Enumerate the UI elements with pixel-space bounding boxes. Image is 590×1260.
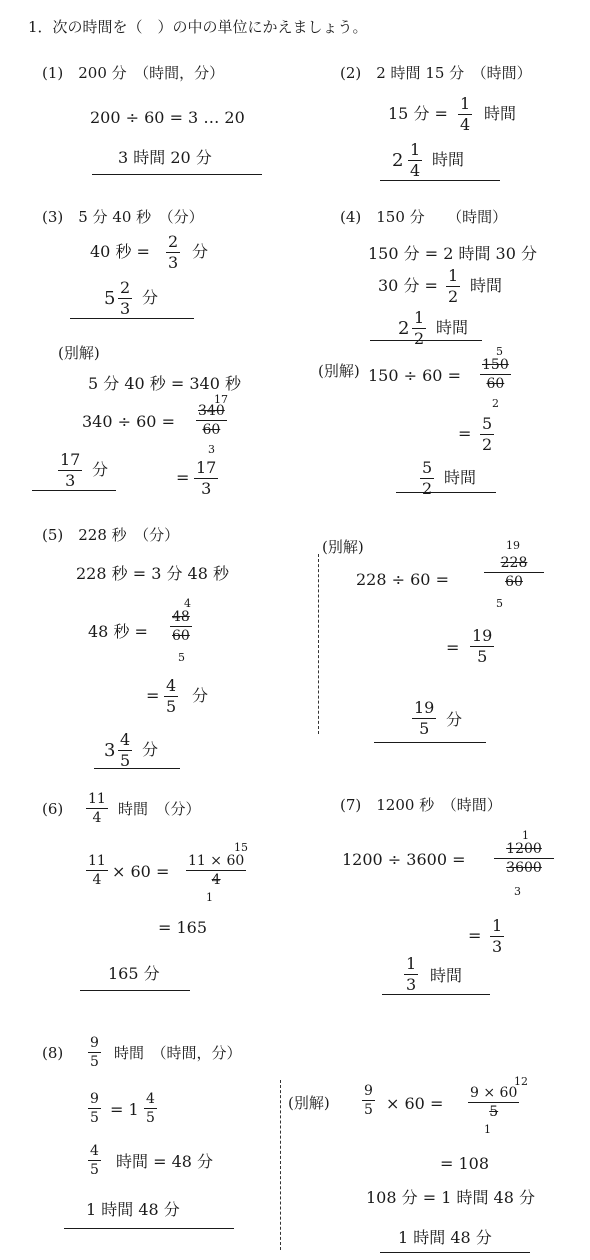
equals-sign: = — [458, 424, 472, 443]
dashed-divider — [318, 554, 319, 734]
alt-solution-label: (別解) — [58, 344, 100, 362]
problem-6-label: (6) — [42, 800, 64, 818]
answer-underline — [374, 742, 486, 743]
result-line: = 108 — [440, 1154, 490, 1173]
answer-underline — [64, 1228, 234, 1229]
result-fraction: 19 5 — [472, 626, 493, 666]
problem-3-lhs: 40 秒 = — [90, 242, 150, 261]
equals-sign: = — [468, 926, 482, 945]
result-line: = 165 — [158, 918, 208, 937]
answer-unit: 時間 — [444, 468, 477, 487]
answer-unit: 分 — [446, 710, 463, 729]
fraction: 1 4 — [460, 94, 471, 134]
dashed-divider — [280, 1080, 281, 1250]
answer-unit: 分 — [142, 740, 159, 759]
cancel-fraction: 340 60 — [198, 403, 225, 438]
conversion-line: 108 分 = 1 時間 48 分 — [366, 1188, 536, 1207]
answer-fraction: 4 5 — [120, 730, 131, 770]
fraction: 11 4 — [88, 853, 106, 888]
answer-underline — [94, 768, 180, 769]
cancel-result: 1 — [522, 829, 529, 842]
result-fraction: 1 3 — [492, 916, 503, 956]
answer-whole: 2 — [398, 318, 410, 339]
fraction: 9 5 — [364, 1083, 373, 1118]
problem-6-answer: 165 分 — [108, 964, 160, 983]
answer-underline — [380, 180, 500, 181]
cancel-result: 2 — [492, 397, 499, 410]
multiply-expression: × 60 = — [386, 1094, 444, 1113]
problem-3-header: (3) 5 分 40 秒 （分） — [42, 208, 204, 226]
alt-line-1: 5 分 40 秒 = 340 秒 — [88, 374, 242, 393]
answer-unit: 時間 — [430, 966, 463, 985]
cancel-result: 5 — [178, 651, 185, 664]
answer-fraction: 5 2 — [422, 458, 433, 498]
problem-1-answer: 3 時間 20 分 — [118, 148, 212, 167]
result-fraction: 4 5 — [166, 676, 177, 716]
cancel-fraction: 11 × 60 4 — [188, 853, 245, 888]
answer-underline — [396, 492, 496, 493]
header-fraction: 11 4 — [88, 791, 106, 826]
unit-label: 時間 — [470, 276, 503, 295]
problem-7-lhs: 1200 ÷ 3600 = — [342, 850, 466, 869]
fraction: 2 3 — [168, 232, 179, 272]
answer-unit: 時間 — [436, 318, 469, 337]
conversion-line: 時間 = 48 分 — [116, 1152, 214, 1171]
answer-whole: 5 — [104, 288, 116, 309]
result-fraction: 17 3 — [196, 458, 217, 498]
problem-8-label: (8) — [42, 1044, 64, 1062]
alt-solution-label: (別解) — [318, 362, 360, 380]
equals-sign: = — [446, 638, 460, 657]
unit-label: 分 — [192, 686, 209, 705]
answer-fraction: 1 2 — [414, 308, 425, 348]
cancel-result: 5 — [496, 345, 503, 358]
cancel-fraction: 228 60 — [484, 556, 544, 589]
answer-unit: 分 — [92, 460, 109, 479]
multiply-expression: × 60 = — [112, 862, 170, 881]
problem-2-header: (2) 2 時間 15 分 （時間） — [340, 64, 532, 82]
answer-fraction: 17 3 — [60, 450, 81, 490]
equals-sign: = — [146, 686, 160, 705]
mixed-number-eq: = 1 — [110, 1100, 139, 1119]
problem-5-line-1: 228 秒 = 3 分 48 秒 — [76, 564, 230, 583]
problem-8-header: 時間 （時間，分） — [114, 1044, 242, 1062]
cancel-result: 19 — [506, 539, 520, 552]
problem-8-answer: 1 時間 48 分 — [86, 1200, 180, 1219]
cancel-fraction: 9 × 60 5 — [470, 1085, 518, 1120]
answer-underline — [92, 174, 262, 175]
fraction: 1 2 — [448, 266, 459, 306]
cancel-result: 17 — [214, 393, 228, 406]
answer-underline — [382, 994, 490, 995]
alt-line-2: 340 ÷ 60 = — [82, 412, 175, 431]
cancel-fraction: 48 60 — [172, 609, 190, 644]
answer-whole: 2 — [392, 150, 404, 171]
cancel-result: 5 — [496, 597, 503, 610]
problem-6-header: 時間 （分） — [118, 800, 201, 818]
problem-4-line-2: 30 分 = — [378, 276, 438, 295]
equals-sign: = — [176, 468, 190, 487]
answer-underline — [380, 1252, 530, 1253]
result-fraction: 5 2 — [482, 414, 493, 454]
cancel-result: 4 — [184, 597, 191, 610]
answer-fraction: 1 3 — [406, 954, 417, 994]
header-fraction: 9 5 — [90, 1035, 99, 1070]
cancel-fraction: 1200 3600 — [494, 842, 554, 875]
problem-4-line-1: 150 分 = 2 時間 30 分 — [368, 244, 538, 263]
answer-unit: 分 — [142, 288, 159, 307]
alt-line-1: 150 ÷ 60 = — [368, 366, 461, 385]
problem-7-header: (7) 1200 秒 （時間） — [340, 796, 502, 814]
answer-underline — [32, 490, 116, 491]
answer-unit: 時間 — [432, 150, 465, 169]
cancel-result: 12 — [514, 1075, 528, 1088]
answer-fraction: 19 5 — [414, 698, 435, 738]
cancel-result: 3 — [208, 443, 215, 456]
problem-1-header: (1) 200 分 （時間，分） — [42, 64, 225, 82]
cancel-result: 15 — [234, 841, 248, 854]
answer-whole: 3 — [104, 740, 116, 761]
fraction: 4 5 — [146, 1091, 155, 1126]
answer-fraction: 2 3 — [120, 278, 131, 318]
problem-1-calc: 200 ÷ 60 = 3 … 20 — [90, 108, 245, 127]
cancel-result: 3 — [514, 885, 521, 898]
problem-2-lhs: 15 分 = — [388, 104, 448, 123]
cancel-result: 1 — [206, 891, 213, 904]
alt-solution-label: (別解) — [322, 538, 364, 556]
unit-label: 時間 — [484, 104, 517, 123]
unit-label: 分 — [192, 242, 209, 261]
answer-fraction: 1 4 — [410, 140, 421, 180]
alt-solution-label: (別解) — [288, 1094, 330, 1112]
answer-underline — [80, 990, 190, 991]
alt-answer: 1 時間 48 分 — [398, 1228, 492, 1247]
problem-5-header: (5) 228 秒 （分） — [42, 526, 180, 544]
fraction: 9 5 — [90, 1091, 99, 1126]
answer-underline — [370, 340, 482, 341]
cancel-fraction: 150 60 — [482, 357, 509, 392]
cancel-result: 1 — [484, 1123, 491, 1136]
fraction: 4 5 — [90, 1143, 99, 1178]
answer-underline — [70, 318, 194, 319]
alt-line-1: 228 ÷ 60 = — [356, 570, 449, 589]
page-title: 1．次の時間を（ ）の中の単位にかえましょう。 — [28, 18, 368, 36]
problem-5-line-2: 48 秒 = — [88, 622, 148, 641]
problem-4-header: (4) 150 分 （時間） — [340, 208, 508, 226]
